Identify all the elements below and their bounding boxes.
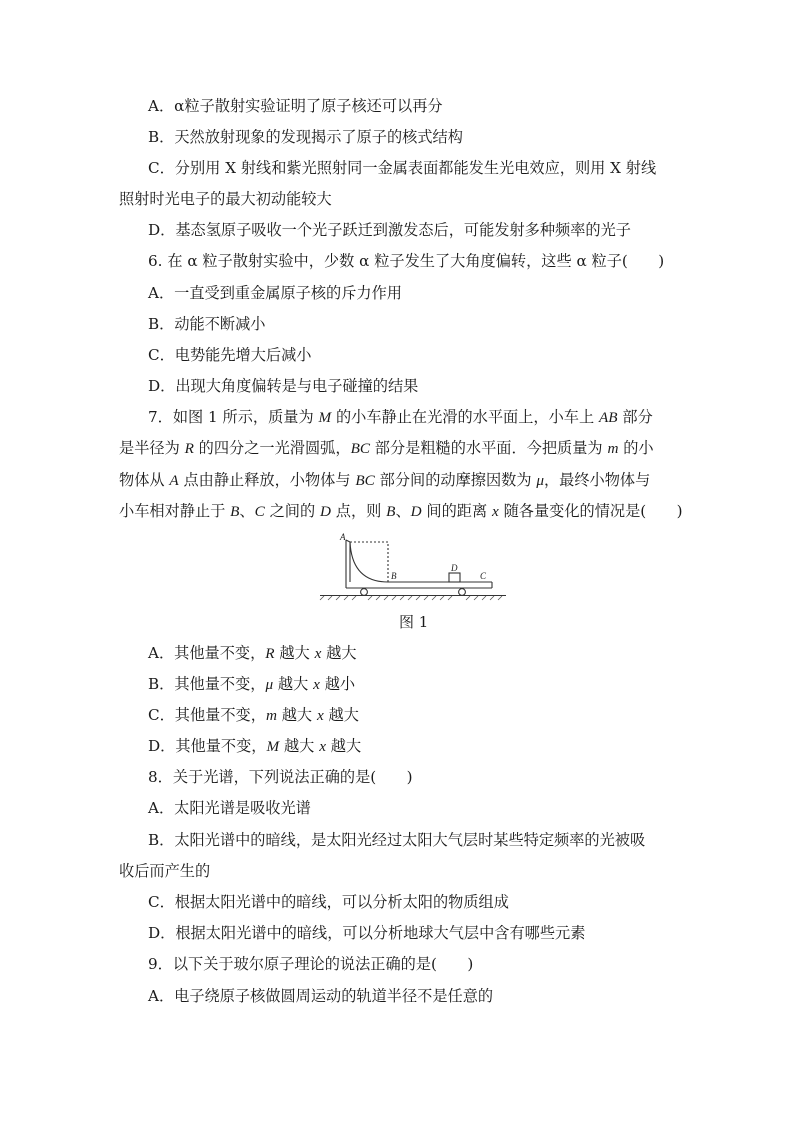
figure-label-b: B <box>391 571 397 581</box>
q6-option-d: D．出现大角度偏转是与电子碰撞的结果 <box>148 377 419 395</box>
q9-stem: 9．以下关于玻尔原子理论的说法正确的是( ) <box>148 955 474 973</box>
q8-option-b-line1: B．太阳光谱中的暗线，是太阳光经过太阳大气层时某些特定频率的光被吸 <box>148 831 646 849</box>
q7-option-d: D．其他量不变，M 越大 x 越大 <box>148 737 362 755</box>
figure-label-d: D <box>451 563 458 573</box>
q6-option-b: B．动能不断减小 <box>148 315 266 333</box>
q9-option-a: A．电子绕原子核做圆周运动的轨道半径不是任意的 <box>148 987 494 1005</box>
q6-option-c: C．电势能先增大后减小 <box>148 346 312 364</box>
q8-stem: 8．关于光谱，下列说法正确的是( ) <box>148 768 413 786</box>
q5-option-a: A．α粒子散射实验证明了原子核还可以再分 <box>148 97 443 115</box>
cart-arc-figure <box>318 530 508 602</box>
q7-stem-line4: 小车相对静止于 B、C 之间的 D 点，则 B、D 间的距离 x 随各量变化的情况是( ) <box>119 502 683 520</box>
q7-option-c: C．其他量不变，m 越大 x 越大 <box>148 706 359 724</box>
q5-option-c-line1: C．分别用 X 射线和紫光照射同一金属表面都能发生光电效应，则用 X 射线 <box>148 159 657 177</box>
q7-stem-line3: 物体从 A 点由静止释放，小物体与 BC 部分间的动摩擦因数为 μ，最终小物体与 <box>119 471 651 489</box>
q8-option-d: D．根据太阳光谱中的暗线，可以分析地球大气层中含有哪些元素 <box>148 924 586 942</box>
q8-option-c: C．根据太阳光谱中的暗线，可以分析太阳的物质组成 <box>148 893 509 911</box>
figure-label-a: A <box>340 532 346 542</box>
q8-option-a: A．太阳光谱是吸收光谱 <box>148 799 311 817</box>
q6-stem: 6. 在 α 粒子散射实验中，少数 α 粒子发生了大角度偏转，这些 α 粒子( ) <box>148 252 665 270</box>
q7-stem-line2: 是半径为 R 的四分之一光滑圆弧，BC 部分是粗糙的水平面．今把质量为 m 的小 <box>119 439 654 457</box>
ground-hatching <box>320 596 502 600</box>
figure-label-c: C <box>480 571 487 581</box>
q7-stem-line1: 7．如图 1 所示，质量为 M 的小车静止在光滑的水平面上，小车上 AB 部分 <box>148 408 653 426</box>
figure-caption: 图 1 <box>399 613 429 631</box>
q5-option-b: B．天然放射现象的发现揭示了原子的核式结构 <box>148 128 463 146</box>
q6-option-a: A．一直受到重金属原子核的斥力作用 <box>148 284 402 302</box>
q8-option-b-line2: 收后而产生的 <box>119 862 211 880</box>
q5-option-d: D．基态氢原子吸收一个光子跃迁到激发态后，可能发射多种频率的光子 <box>148 221 631 239</box>
q5-option-c-line2: 照射时光电子的最大初动能较大 <box>119 190 332 208</box>
q7-option-b: B．其他量不变，μ 越大 x 越小 <box>148 675 356 693</box>
q7-option-a: A．其他量不变，R 越大 x 越大 <box>148 644 357 662</box>
